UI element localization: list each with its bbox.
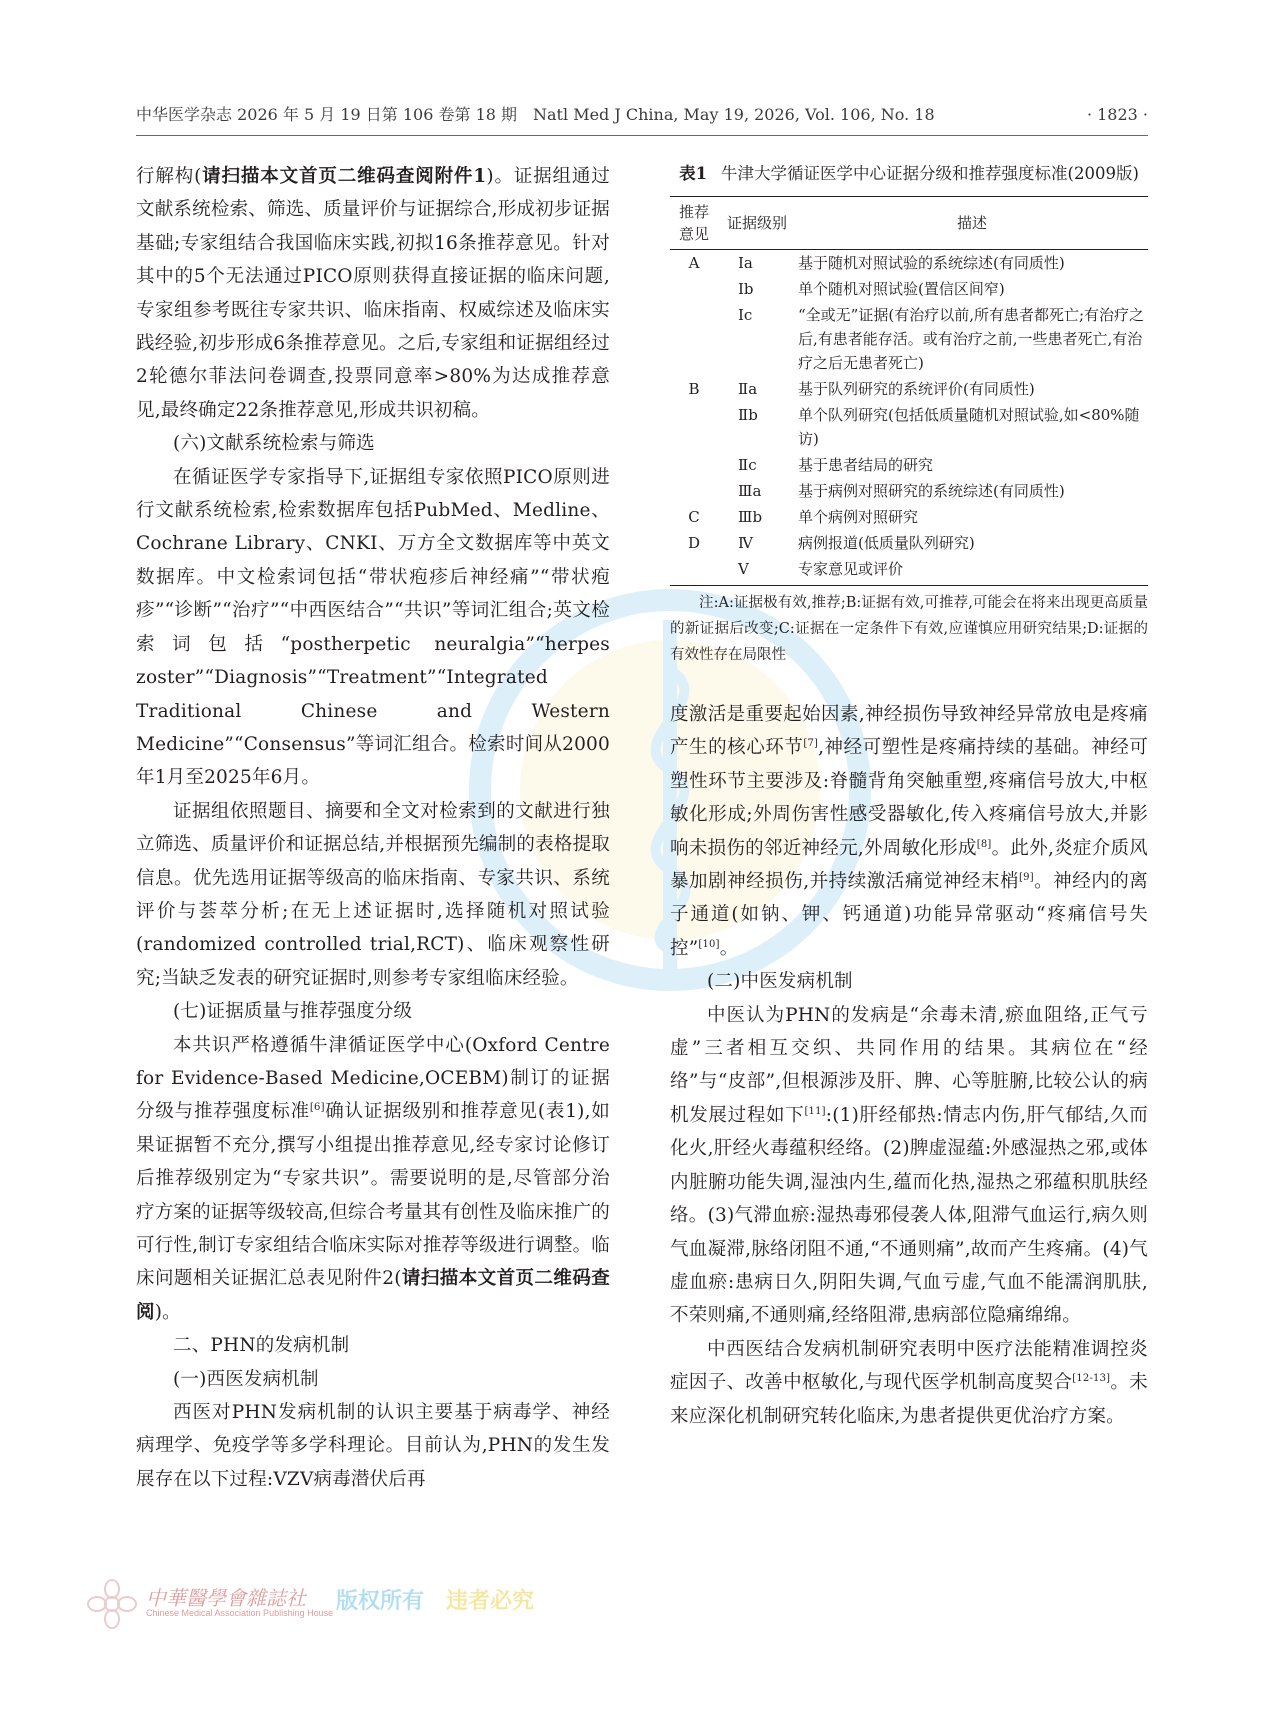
table-caption: 牛津大学循证医学中心证据分级和推荐强度标准(2009版) bbox=[721, 164, 1139, 183]
running-header bbox=[136, 103, 1148, 127]
citation-ref: [11] bbox=[804, 1105, 826, 1117]
header-rule bbox=[136, 135, 1148, 136]
table-row bbox=[670, 530, 1148, 556]
cell-level: Ⅳ bbox=[738, 534, 753, 552]
cell-level: Ⅲa bbox=[738, 482, 762, 500]
cell-desc: 单个随机对照试验(置信区间窄) bbox=[798, 280, 1005, 298]
paragraph-neuro-mechanism: 度激活是重要起始因素,神经损伤导致神经异常放电是疼痛产生的核心环节[7],神经可塑性是疼痛持续的基础。神经可塑性环节主要涉及:脊髓背角突触重塑,疼痛信号放大,中枢敏化形成;外周伤害性感受器敏化,传入疼痛信号放大,并影响未损伤的邻近神经元,外周敏化形成[8]。此外,炎症介质风暴加剧神经损伤,并持续激活痛觉神经末梢[9]。神经内的离子通道(如钠、钾、钙通道)功能异常驱动“疼痛信号失控”[10]。 bbox=[670, 704, 1149, 959]
table-row bbox=[670, 250, 1148, 277]
column-header-level: 证据级别 bbox=[718, 197, 796, 250]
column-header-description: 描述 bbox=[796, 197, 1148, 250]
cell-rec: B bbox=[688, 380, 700, 398]
publisher-flower-logo-icon bbox=[86, 1578, 138, 1630]
publisher-footer bbox=[86, 1578, 566, 1630]
evidence-grading-table bbox=[670, 160, 1148, 668]
copyright-stamp: 版权所有 bbox=[336, 1589, 425, 1614]
cell-rec bbox=[670, 402, 718, 452]
cell-level: Ⅱb bbox=[738, 406, 758, 424]
cell-rec bbox=[670, 478, 718, 504]
table-row bbox=[670, 452, 1148, 478]
cell-level: Ⅴ bbox=[718, 556, 796, 586]
table-number: 表1 bbox=[679, 164, 708, 183]
cell-rec bbox=[670, 302, 718, 376]
cell-rec: A bbox=[688, 254, 700, 272]
cell-desc: 病例报道(低质量队列研究) bbox=[798, 534, 975, 552]
cell-desc: 单个病例对照研究 bbox=[798, 508, 919, 526]
paragraph-integrated-mechanism: 中西医结合发病机制研究表明中医疗法能精准调控炎症因子、改善中枢敏化,与现代医学机制高度契合[12-13]。未来应深化机制研究转化临床,为患者提供更优治疗方案。 bbox=[670, 1338, 1148, 1427]
cell-rec: C bbox=[688, 508, 700, 526]
paragraph-western-mechanism: 西医对PHN发病机制的认识主要基于病毒学、神经病理学、免疫学等多学科理论。目前认为,PHN的发生发展存在以下过程:VZV病毒潜伏后再 bbox=[136, 1402, 610, 1490]
cell-rec bbox=[670, 276, 718, 302]
cell-rec bbox=[670, 556, 718, 586]
table-footnote: 注:A:证据极有效,推荐;B:证据有效,可推荐,可能会在将来出现更高质量的新证据后改变;C:证据在一定条件下有效,应谨慎应用研究结果;D:证据的有效性存在局限性 bbox=[670, 595, 1148, 663]
cell-level: Ⅱa bbox=[738, 380, 758, 398]
table-row bbox=[670, 504, 1148, 530]
publisher-name: 中華醫學會雜誌社 bbox=[146, 1586, 306, 1610]
left-column bbox=[136, 160, 610, 1496]
cell-level: Ⅰc bbox=[738, 306, 753, 324]
subheading-evidence-grading: (七)证据质量与推荐强度分级 bbox=[173, 1001, 413, 1023]
cell-desc: 基于病例对照研究的系统综述(有同质性) bbox=[798, 482, 1065, 500]
cell-rec bbox=[670, 452, 718, 478]
table-row bbox=[670, 402, 1148, 452]
citation-ref: [12-13] bbox=[1072, 1372, 1111, 1384]
citation-ref: [10] bbox=[698, 938, 720, 950]
cell-desc: “全或无”证据(有治疗以前,所有患者都死亡;有治疗之后,有患者能存活。或有治疗之前,一些患者死亡,有治疗之后无患者死亡) bbox=[798, 306, 1145, 372]
table-body bbox=[670, 196, 1148, 586]
paragraph-method-intro: 行解构(请扫描本文首页二维码查阅附件1)。证据组通过文献系统检索、筛选、质量评价与证据综合,形成初步证据基础;专家组结合我国临床实践,初拟16条推荐意见。针对其中的5个无法通过PICO原则获得直接证据的临床问题,专家组参考既往专家共识、临床指南、权威综述及临床实践经验,初步形成6条推荐意见。之后,专家组和证据组经过2轮德尔菲法问卷调查,投票同意率>80%为达成推荐意见,最终确定22条推荐意见,形成共识初稿。 bbox=[136, 166, 610, 421]
page-number: · 1823 · bbox=[1086, 105, 1148, 124]
cell-level: Ⅰa bbox=[738, 254, 753, 272]
cell-desc: 单个队列研究(包括低质量随机对照试验,如<80%随访) bbox=[798, 406, 1140, 448]
citation-ref: [7] bbox=[803, 738, 819, 750]
table-title bbox=[670, 160, 1148, 188]
journal-citation: 中华医学杂志 2026 年 5 月 19 日第 106 卷第 18 期 Natl Med J China, May 19, 2026, Vol. 106, No. 18 bbox=[136, 105, 935, 124]
publisher-name-english: Chinese Medical Association Publishing House bbox=[146, 1608, 334, 1618]
cell-level: Ⅰb bbox=[738, 280, 754, 298]
cell-level: Ⅲb bbox=[738, 508, 763, 526]
paragraph-search-strategy: 在循证医学专家指导下,证据组专家依照PICO原则进行文献系统检索,检索数据库包括PubMed、Medline、Cochrane Library、CNKI、万方全文数据库等中英文数据库。中文检索词包括“带状疱疹后神经痛”“带状疱疹”“诊断”“治疗”“中西医结合”“共识”等词汇组合;英文检索词包括“postherpetic neuralgia”“herpes zoster”“Diagnosis”“Treatment”“Integrated Traditional Chinese and Western Medicine”“Consensus”等词汇组合。检索时间从2000年1月至2025年6月。 bbox=[136, 466, 610, 789]
cell-desc: 基于随机对照试验的系统综述(有同质性) bbox=[798, 254, 1065, 272]
subheading-tcm-mechanism: (二)中医发病机制 bbox=[707, 971, 853, 993]
cell-rec: D bbox=[687, 534, 701, 552]
citation-ref: [6] bbox=[309, 1102, 325, 1114]
table-row bbox=[670, 376, 1148, 402]
table-row bbox=[670, 276, 1148, 302]
table-row bbox=[670, 478, 1148, 504]
citation-ref: [9] bbox=[1019, 871, 1034, 883]
right-column bbox=[670, 698, 1148, 1433]
citation-ref: [8] bbox=[976, 838, 992, 850]
cell-level: Ⅱc bbox=[738, 456, 757, 474]
table-row bbox=[670, 302, 1148, 376]
cell-desc: 基于队列研究的系统评价(有同质性) bbox=[798, 380, 1035, 398]
cell-desc: 基于患者结局的研究 bbox=[798, 456, 934, 474]
section-heading-pathogenesis: 二、PHN的发病机制 bbox=[173, 1335, 350, 1357]
subheading-western-mechanism: (一)西医发病机制 bbox=[173, 1368, 319, 1390]
cell-desc: 专家意见或评价 bbox=[796, 556, 1148, 586]
table-row bbox=[670, 556, 1148, 586]
infringement-stamp: 违者必究 bbox=[446, 1589, 535, 1614]
column-header-recommendation: 推荐意见 bbox=[670, 197, 718, 250]
subheading-literature-search: (六)文献系统检索与筛选 bbox=[173, 433, 375, 455]
paragraph-grading-standard: 本共识严格遵循牛津循证医学中心(Oxford Centre for Evidence-Based Medicine,OCEBM)制订的证据分级与推荐强度标准[6]确认证据级别和推荐意见(表1),如果证据暂不充分,撰写小组提出推荐意见,经专家讨论修订后推荐级别定为“专家共识”。需要说明的是,尽管部分治疗方案的证据等级较高,但综合考量其有创性及临床推广的可行性,制订专家组结合临床实际对推荐等级进行调整。临床问题相关证据汇总表见附件2(请扫描本文首页二维码查阅)。 bbox=[136, 1034, 610, 1323]
paragraph-tcm-mechanism: 中医认为PHN的发病是“余毒未清,瘀血阻络,正气亏虚”三者相互交织、共同作用的结果。其病位在“经络”与“皮部”,但根源涉及肝、脾、心等脏腑,比较公认的病机发展过程如下[11]:(1)肝经郁热:情志内伤,肝气郁结,久而化火,肝经火毒蕴积经络。(2)脾虚湿蕴:外感湿热之邪,或体内脏腑功能失调,湿浊内生,蕴而化热,湿热之邪蕴积肌肤经络。(3)气滞血瘀:湿热毒邪侵袭人体,阻滞气血运行,病久则气血凝滞,脉络闭阻不通,“不通则痛”,故而产生疼痛。(4)气虚血瘀:患病日久,阴阳失调,气血亏虚,气血不能濡润肌肤,不荣则痛,不通则痛,经络阻滞,患病部位隐痛绵绵。 bbox=[670, 1004, 1148, 1327]
paragraph-screening: 证据组依照题目、摘要和全文对检索到的文献进行独立筛选、质量评价和证据总结,并根据预先编制的表格提取信息。优先选用证据等级高的临床指南、专家共识、系统评价与荟萃分析;在无上述证据时,选择随机对照试验(randomized controlled trial,RCT)、临床观察性研究;当缺乏发表的研究证据时,则参考专家组临床经验。 bbox=[136, 800, 610, 989]
